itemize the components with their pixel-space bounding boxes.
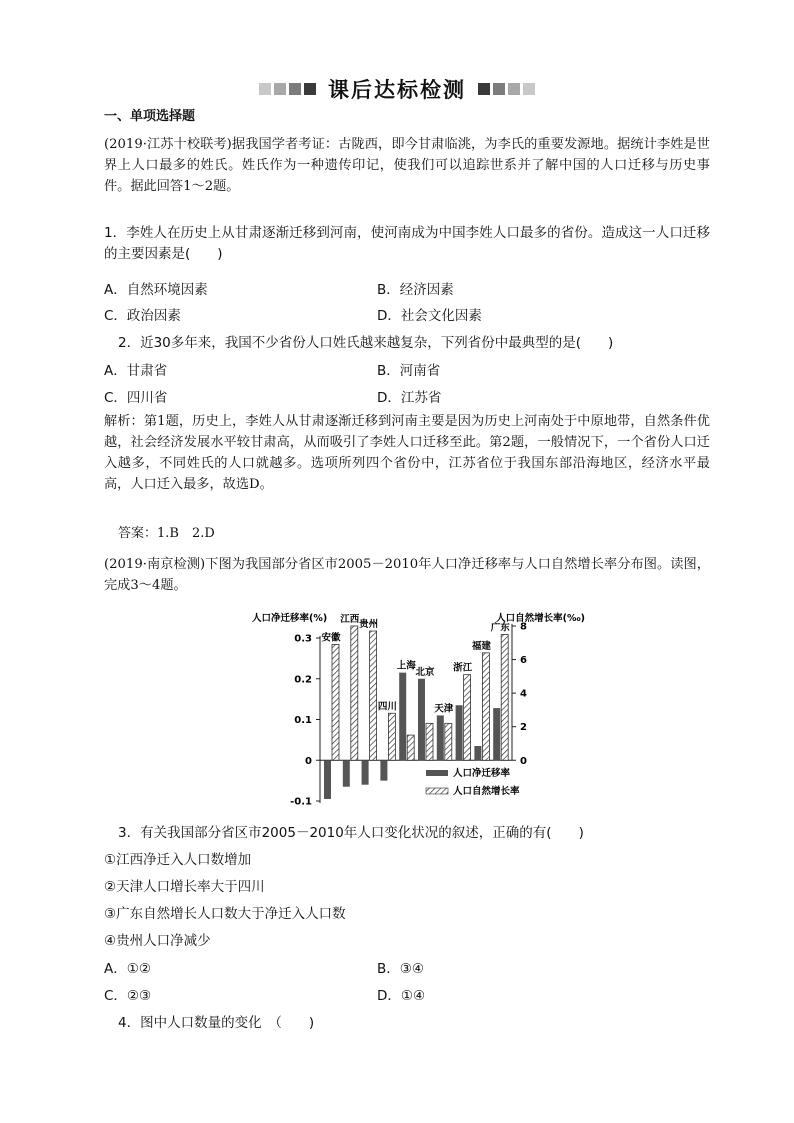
right-tick-label: 2 <box>520 722 527 734</box>
q2-option-b: B．河南省 <box>377 363 441 379</box>
natural-growth-bar <box>482 653 489 760</box>
answer-line: 答案：1.B 2.D <box>118 526 215 541</box>
left-tick-label: 0.1 <box>294 715 312 726</box>
province-label: 江西 <box>340 614 360 625</box>
migration-bar <box>324 760 331 799</box>
q3-statement-3: ③广东自然增长人口数大于净迁入人口数 <box>104 906 346 922</box>
left-tick-label: -0.1 <box>290 796 312 808</box>
natural-growth-bar <box>464 675 471 761</box>
right-tick-label: 0 <box>520 755 527 767</box>
province-label: 广东 <box>490 622 510 634</box>
intro-paragraph-1: (2019·江苏十校联考)据我国学者考证：古陇西，即今甘肃临洮，为李氏的重要发源地。据统计李姓是世界上人口最多的姓氏。姓氏作为一种遗传印记，使我们可以追踪世系并了解中国的人口迁移与历史事件。据此回答1～2题。 <box>104 137 710 194</box>
natural-growth-bar <box>370 631 377 760</box>
province-label: 北京 <box>415 666 435 678</box>
province-label: 浙江 <box>453 662 473 674</box>
q3-option-c: C．②③ <box>104 988 152 1004</box>
right-tick-label: 4 <box>520 688 527 700</box>
question-4-stem: 4．图中人口数量的变化 （ ) <box>118 1015 315 1031</box>
left-axis-label: 人口净迁移率(%) <box>252 613 328 624</box>
q3-option-a: A．①② <box>104 961 151 977</box>
question-2-stem: 2．近30多年来，我国不少省份人口姓氏越来越复杂，下列省份中最典型的是( ) <box>118 335 614 351</box>
page-title: 课后达标检测 <box>328 78 466 102</box>
province-label: 安徽 <box>321 632 341 644</box>
right-tick-label: 8 <box>520 621 527 633</box>
square-icon <box>259 83 271 95</box>
square-icon <box>289 83 301 95</box>
left-square-decoration <box>259 83 316 95</box>
province-label: 四川 <box>377 701 397 713</box>
province-label: 天津 <box>434 703 454 715</box>
q2-option-a: A．甘肃省 <box>104 363 168 379</box>
migration-bar <box>493 708 500 760</box>
migration-bar <box>418 679 425 761</box>
natural-growth-bar <box>445 723 452 760</box>
q3-statement-4: ④贵州人口净减少 <box>104 933 211 949</box>
natural-growth-bar <box>426 723 433 760</box>
migration-bar <box>380 760 387 780</box>
square-icon <box>508 83 520 95</box>
question-3-stem: 3．有关我国部分省区市2005－2010年人口变化状况的叙述，正确的有( ) <box>118 825 584 841</box>
square-icon <box>274 83 286 95</box>
right-tick-label: 6 <box>520 655 527 667</box>
population-chart <box>250 605 590 815</box>
right-square-decoration <box>478 83 535 95</box>
legend-natural-label: 人口自然增长率 <box>453 786 520 797</box>
migration-bar <box>456 705 463 760</box>
province-label: 上海 <box>396 660 416 672</box>
natural-growth-bar <box>351 626 358 760</box>
province-label: 贵州 <box>359 619 379 631</box>
q3-statement-2: ②天津人口增长率大于四川 <box>104 879 265 895</box>
q1-option-c: C．政治因素 <box>104 308 181 324</box>
analysis-paragraph: 解析：第1题，历史上，李姓人从甘肃逐渐迁移到河南主要是因为历史上河南处于中原地带，自然条件优越，社会经济发展水平较甘肃高，从而吸引了李姓人口迁移至此。第2题，一般情况下，一个省份人口迁入越多，不同姓氏的人口就越多。选项所列四个省份中，江苏省位于我国东部沿海地区，经济水平最高，人口迁入最多，故选D。 <box>104 414 710 492</box>
left-tick-label: 0.2 <box>294 674 312 686</box>
right-axis-label: 人口自然增长率(‰) <box>496 613 585 624</box>
q1-option-a: A．自然环境因素 <box>104 282 208 298</box>
migration-bar <box>343 760 350 786</box>
q3-option-d: D．①④ <box>377 988 426 1004</box>
migration-bar <box>362 760 369 784</box>
square-icon <box>493 83 505 95</box>
legend-migration-label: 人口净迁移率 <box>453 768 511 779</box>
natural-growth-bar <box>501 634 508 760</box>
q3-statement-1: ①江西净迁入人口数增加 <box>104 852 252 868</box>
natural-growth-bar <box>407 735 414 760</box>
intro-paragraph-2: (2019·南京检测)下图为我国部分省区市2005－2010年人口净迁移率与人口自然增长率分布图。读图，完成3～4题。 <box>104 557 710 593</box>
migration-bar <box>474 746 481 760</box>
q1-option-d: D．社会文化因素 <box>377 308 482 324</box>
legend-natural-swatch <box>426 788 448 794</box>
square-icon <box>304 83 316 95</box>
left-tick-label: 0 <box>305 755 312 767</box>
migration-bar <box>437 715 444 760</box>
section-heading: 一、单项选择题 <box>104 109 196 124</box>
natural-growth-bar <box>388 713 395 760</box>
q1-option-b: B．经济因素 <box>377 282 454 298</box>
natural-growth-bar <box>332 644 339 760</box>
question-1-stem: 1．李姓人在历史上从甘肃逐渐迁移到河南，使河南成为中国李姓人口最多的省份。造成这一人口迁移的主要因素是( ) <box>104 225 710 262</box>
square-icon <box>478 83 490 95</box>
left-tick-label: 0.3 <box>294 633 312 645</box>
header <box>0 74 794 104</box>
q2-option-c: C．四川省 <box>104 390 168 406</box>
q2-option-d: D．江苏省 <box>377 390 442 406</box>
legend-migration-swatch <box>426 770 448 776</box>
square-icon <box>523 83 535 95</box>
migration-bar <box>399 673 406 761</box>
q3-option-b: B．③④ <box>377 961 424 977</box>
province-label: 福建 <box>471 640 491 652</box>
